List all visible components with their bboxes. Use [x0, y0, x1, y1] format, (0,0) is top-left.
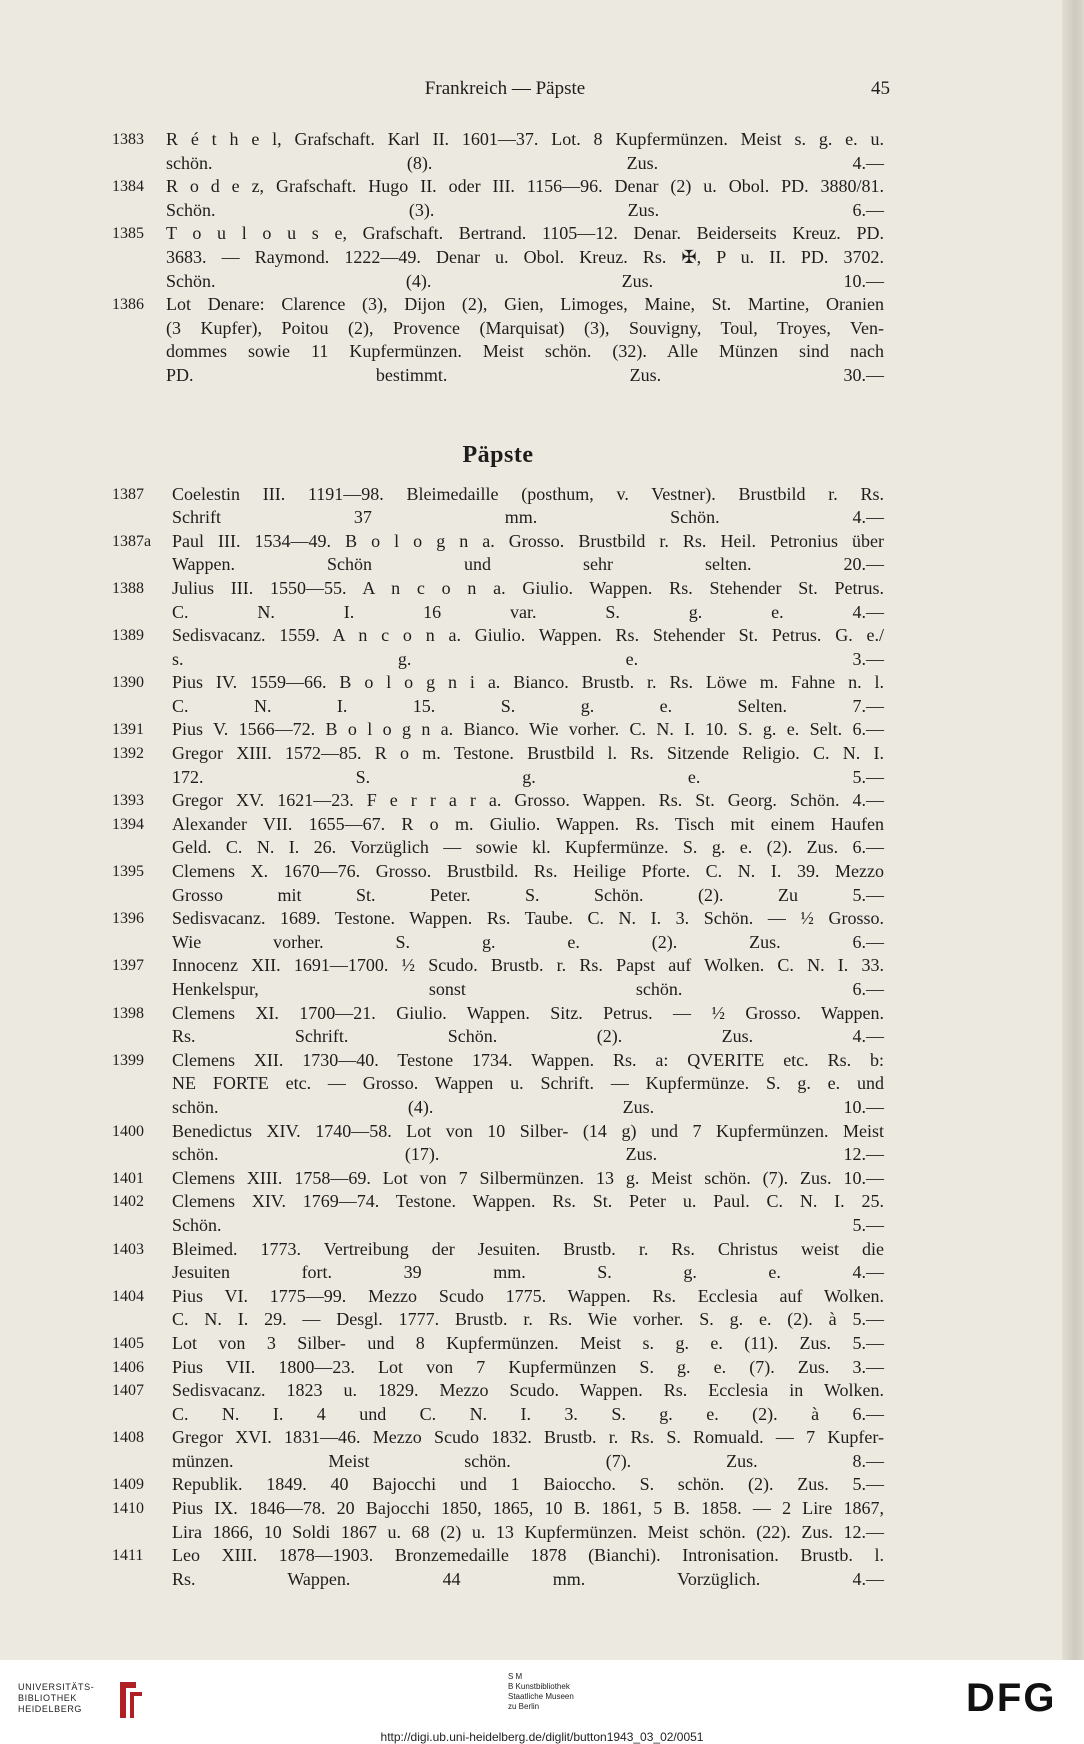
lot-description	[172, 1544, 884, 1591]
lot-text-line: münzen. Meist schön. (7). Zus. 8.—	[172, 1450, 884, 1471]
lot-text-line: Henkelspur, sonst schön. 6.—	[172, 979, 884, 999]
lot-description	[172, 1379, 884, 1426]
lot-entry	[112, 907, 884, 954]
lot-description	[172, 789, 884, 813]
lot-text-line: Republik. 1849. 40 Bajocchi und 1 Baioccho. S. schön. (2). Zus. 5.—	[172, 1474, 884, 1495]
lot-entry	[112, 813, 884, 860]
lot-text-line: Pius VI. 1775—99. Mezzo Scudo 1775. Wappen. Rs. Ecclesia auf Wolken.	[172, 1285, 884, 1306]
lot-description	[172, 1497, 884, 1544]
lot-description	[172, 1332, 884, 1356]
lot-description	[172, 1049, 884, 1120]
lot-entry	[112, 1190, 884, 1237]
lot-number: 1390	[112, 674, 144, 692]
lot-text-line: C. N. I. 15. S. g. e. Selten. 7.—	[172, 695, 884, 716]
lot-text-line: R o d e z, Grafschaft. Hugo II. oder III. 1156—96. Denar (2) u. Obol. PD. 3880/81.	[166, 176, 884, 197]
lot-entry	[112, 860, 884, 907]
lot-entry	[112, 1120, 884, 1167]
lot-entry	[112, 1426, 884, 1473]
lot-text-line: Clemens XII. 1730—40. Testone 1734. Wappen. Rs. a: QVERITE etc. Rs. b:	[172, 1049, 884, 1070]
dfg-logo[interactable]: DFG	[966, 1676, 1057, 1720]
lot-number: 1388	[112, 579, 144, 597]
lot-text-line: Clemens X. 1670—76. Grosso. Brustbild. Rs. Heilige Pforte. C. N. I. 39. Mezzo	[172, 861, 884, 882]
lot-text-line: Schön. (4). Zus. 10.—	[166, 270, 884, 291]
lot-entry	[112, 128, 884, 175]
lot-text-line: Bleimed. 1773. Vertreibung der Jesuiten. Brustb. r. Rs. Christus weist die	[172, 1238, 884, 1259]
smb-logo-line: Staatliche Museen	[508, 1692, 574, 1701]
lot-number: 1387a	[112, 532, 152, 550]
lot-text-line: Lot von 3 Silber- und 8 Kupfermünzen. Meist s. g. e. (11). Zus. 5.—	[172, 1332, 884, 1353]
lot-text-line: Grosso mit St. Peter. S. Schön. (2). Zu 5.—	[172, 884, 884, 905]
lot-text-line: s. g. e. 3.—	[172, 648, 884, 669]
lot-description	[172, 1167, 884, 1191]
lots-popes-section	[112, 483, 884, 1592]
lot-text-line: Rs. Wappen. 44 mm. Vorzüglich. 4.—	[172, 1568, 884, 1589]
lot-text-line: schön. (17). Zus. 12.—	[172, 1144, 884, 1165]
lot-description	[172, 907, 884, 954]
lot-description	[166, 128, 884, 175]
lots-france-section	[112, 128, 884, 388]
lot-text-line: Pius VII. 1800—23. Lot von 7 Kupfermünzen S. g. e. (7). Zus. 3.—	[172, 1356, 884, 1377]
lot-entry	[112, 671, 884, 718]
lot-number: 1396	[112, 910, 144, 928]
lot-number: 1395	[112, 863, 144, 881]
lot-description	[172, 860, 884, 907]
running-head	[120, 78, 890, 104]
lot-text-line: PD. bestimmt. Zus. 30.—	[166, 364, 884, 385]
lot-text-line: Schön. (3). Zus. 6.—	[166, 199, 884, 220]
lot-text-line: 3683. — Raymond. 1222—49. Denar u. Obol. Kreuz. Rs. ✠, P u. II. PD. 3702.	[166, 246, 884, 267]
lot-entry	[112, 175, 884, 222]
lot-description	[172, 1002, 884, 1049]
lot-number: 1410	[112, 1500, 144, 1518]
lot-entry	[112, 1332, 884, 1356]
lot-description	[172, 483, 884, 530]
lot-entry	[112, 577, 884, 624]
book-spine-shadow	[1062, 0, 1084, 1660]
lot-text-line: Julius III. 1550—55. A n c o n a. Giulio. Wappen. Rs. Stehender St. Petrus.	[172, 577, 884, 598]
lot-number: 1384	[112, 178, 144, 196]
lot-text-line: Gregor XV. 1621—23. F e r r a r a. Grosso. Wappen. Rs. St. Georg. Schön. 4.—	[172, 790, 884, 811]
lot-entry	[112, 789, 884, 813]
lot-text-line: Geld. C. N. I. 26. Vorzüglich — sowie kl. Kupfermünze. S. g. e. (2). Zus. 6.—	[172, 837, 884, 858]
lot-entry	[112, 624, 884, 671]
lot-description	[172, 1356, 884, 1380]
lot-text-line: schön. (8). Zus. 4.—	[166, 152, 884, 173]
lot-entry	[112, 1473, 884, 1497]
lot-number: 1392	[112, 745, 144, 763]
lot-entry	[112, 718, 884, 742]
lot-number: 1409	[112, 1476, 144, 1494]
lot-entry	[112, 742, 884, 789]
lot-description	[172, 624, 884, 671]
lot-number: 1403	[112, 1240, 144, 1258]
university-logo-line: BIBLIOTHEK	[18, 1693, 78, 1703]
lot-number: 1411	[112, 1547, 144, 1565]
university-logo-line: UNIVERSITÄTS-	[18, 1682, 95, 1692]
lot-description	[172, 1190, 884, 1237]
lot-number: 1397	[112, 957, 144, 975]
lot-text-line: Sedisvacanz. 1559. A n c o n a. Giulio. Wappen. Rs. Stehender St. Petrus. G. e./	[172, 625, 884, 646]
lot-number: 1401	[112, 1169, 144, 1187]
lot-text-line: Wappen. Schön und sehr selten. 20.—	[172, 554, 884, 575]
lot-text-line: Benedictus XIV. 1740—58. Lot von 10 Silber- (14 g) und 7 Kupfermünzen. Meist	[172, 1120, 884, 1141]
lot-entry	[112, 530, 884, 577]
lot-number: 1391	[112, 721, 144, 739]
lot-description	[172, 1120, 884, 1167]
lot-text-line: C. N. I. 16 var. S. g. e. 4.—	[172, 601, 884, 622]
lot-entry	[112, 1002, 884, 1049]
lot-number: 1407	[112, 1382, 144, 1400]
lot-description	[172, 1426, 884, 1473]
lot-text-line: dommes sowie 11 Kupfermünzen. Meist schön. (32). Alle Münzen sind nach	[166, 341, 884, 362]
lot-text-line: Lot Denare: Clarence (3), Dijon (2), Gien, Limoges, Maine, St. Martine, Oranien	[166, 294, 884, 315]
lot-listing	[112, 128, 884, 1591]
lot-text-line: schön. (4). Zus. 10.—	[172, 1096, 884, 1117]
lot-number: 1398	[112, 1004, 144, 1022]
lot-entry	[112, 222, 884, 293]
lot-entry	[112, 293, 884, 387]
running-head-title: Frankreich — Päpste	[424, 78, 586, 99]
lot-text-line: Clemens XIII. 1758—69. Lot von 7 Silbermünzen. 13 g. Meist schön. (7). Zus. 10.—	[172, 1167, 884, 1188]
lot-text-line: Pius V. 1566—72. B o l o g n a. Bianco. Wie vorher. C. N. I. 10. S. g. e. Selt. 6.—	[172, 719, 884, 740]
lot-description	[172, 813, 884, 860]
lot-text-line: Wie vorher. S. g. e. (2). Zus. 6.—	[172, 931, 884, 952]
lot-text-line: T o u l o u s e, Grafschaft. Bertrand. 1105—12. Denar. Beiderseits Kreuz. PD.	[166, 223, 884, 244]
lot-text-line: Pius IX. 1846—78. 20 Bajocchi 1850, 1865, 10 B. 1861, 5 B. 1858. — 2 Lire 1867,	[172, 1498, 884, 1519]
university-library-logo[interactable]	[18, 1678, 153, 1724]
lot-entry	[112, 954, 884, 1001]
lot-text-line: R é t h e l, Grafschaft. Karl II. 1601—37. Lot. 8 Kupfermünzen. Meist s. g. e. u.	[166, 129, 884, 149]
lot-text-line: Clemens XI. 1700—21. Giulio. Wappen. Sitz. Petrus. — ½ Grosso. Wappen.	[172, 1002, 884, 1023]
lot-text-line: Clemens XIV. 1769—74. Testone. Wappen. Rs. St. Peter u. Paul. C. N. I. 25.	[172, 1191, 884, 1212]
lot-text-line: Leo XIII. 1878—1903. Bronzemedaille 1878 (Bianchi). Intronisation. Brustb. l.	[172, 1545, 884, 1566]
page-number: 45	[871, 78, 890, 99]
lot-text-line: Lira 1866, 10 Soldi 1867 u. 68 (2) u. 13 Kupfermünzen. Meist schön. (22). Zus. 12.—	[172, 1521, 884, 1542]
lot-description	[172, 954, 884, 1001]
lot-number: 1386	[112, 296, 144, 314]
lot-entry	[112, 1497, 884, 1544]
lot-number: 1393	[112, 792, 144, 810]
lot-description	[172, 1473, 884, 1497]
lot-number: 1394	[112, 815, 144, 833]
lot-description	[172, 1285, 884, 1332]
lot-number: 1387	[112, 485, 144, 503]
lot-number: 1399	[112, 1051, 144, 1069]
lot-text-line: Pius IV. 1559—66. B o l o g n i a. Bianco. Brustb. r. Rs. Löwe m. Fahne n. l.	[172, 672, 884, 693]
lot-description	[172, 671, 884, 718]
lot-number: 1402	[112, 1193, 144, 1211]
lot-entry	[112, 1167, 884, 1191]
lot-text-line: Schrift 37 mm. Schön. 4.—	[172, 507, 884, 528]
lot-entry	[112, 1238, 884, 1285]
university-crest-icon	[116, 1678, 146, 1722]
lot-entry	[112, 1356, 884, 1380]
lot-number: 1405	[112, 1334, 144, 1352]
lot-text-line: NE FORTE etc. — Grosso. Wappen u. Schrift. — Kupfermünze. S. g. e. und	[172, 1073, 884, 1094]
lot-number: 1408	[112, 1429, 144, 1447]
lot-entry	[112, 483, 884, 530]
lot-text-line: Sedisvacanz. 1823 u. 1829. Mezzo Scudo. Wappen. Rs. Ecclesia in Wolken.	[172, 1380, 884, 1401]
lot-number: 1383	[112, 131, 144, 148]
lot-text-line: Jesuiten fort. 39 mm. S. g. e. 4.—	[172, 1262, 884, 1283]
lot-text-line: C. N. I. 4 und C. N. I. 3. S. g. e. (2). à 6.—	[172, 1403, 884, 1424]
smb-logo-line: S M	[508, 1672, 523, 1681]
lot-description	[166, 293, 884, 387]
lot-text-line: Innocenz XII. 1691—1700. ½ Scudo. Brustb. r. Rs. Papst auf Wolken. C. N. I. 33.	[172, 955, 884, 976]
lot-text-line: Gregor XVI. 1831—46. Mezzo Scudo 1832. Brustb. r. Rs. S. Romuald. — 7 Kupfer-	[172, 1427, 884, 1448]
lot-description	[166, 175, 884, 222]
digitization-footer	[0, 1660, 1084, 1744]
lot-number: 1400	[112, 1122, 144, 1140]
lot-text-line: Coelestin III. 1191—98. Bleimedaille (posthum, v. Vestner). Brustbild r. Rs.	[172, 483, 884, 504]
lot-text-line: (3 Kupfer), Poitou (2), Provence (Marquisat) (3), Souvigny, Toul, Troyes, Ven-	[166, 317, 884, 338]
lot-description	[172, 1238, 884, 1285]
lot-number: 1404	[112, 1287, 144, 1305]
university-logo-line: HEIDELBERG	[18, 1704, 83, 1714]
lot-text-line: Alexander VII. 1655—67. R o m. Giulio. Wappen. Rs. Tisch mit einem Haufen	[172, 813, 884, 834]
section-heading: Päpste	[462, 441, 534, 468]
lot-description	[172, 742, 884, 789]
lot-entry	[112, 1379, 884, 1426]
lot-text-line: C. N. I. 29. — Desgl. 1777. Brustb. r. Rs. Wie vorher. S. g. e. (2). à 5.—	[172, 1309, 884, 1330]
lot-entry	[112, 1285, 884, 1332]
lot-text-line: Rs. Schrift. Schön. (2). Zus. 4.—	[172, 1026, 884, 1047]
lot-number: 1385	[112, 225, 144, 243]
lot-number: 1406	[112, 1358, 144, 1376]
smb-logo-line: zu Berlin	[508, 1702, 540, 1711]
lot-entry	[112, 1544, 884, 1591]
smb-kunstbibliothek-logo[interactable]	[508, 1672, 608, 1712]
lot-entry	[112, 1049, 884, 1120]
lot-description	[172, 530, 884, 577]
smb-logo-line: B Kunstbibliothek	[508, 1682, 570, 1691]
lot-text-line: Paul III. 1534—49. B o l o g n a. Grosso. Brustbild r. Rs. Heil. Petronius über	[172, 530, 884, 551]
lot-text-line: 172. S. g. e. 5.—	[172, 766, 884, 787]
lot-text-line: Gregor XIII. 1572—85. R o m. Testone. Brustbild l. Rs. Sitzende Religio. C. N. I.	[172, 743, 884, 764]
lot-text-line: Sedisvacanz. 1689. Testone. Wappen. Rs. Taube. C. N. I. 3. Schön. — ½ Grosso.	[172, 908, 884, 929]
lot-text-line: Schön. 5.—	[172, 1214, 884, 1235]
source-url-link[interactable]: http://digi.ub.uni-heidelberg.de/diglit/button1943_03_02/0051	[380, 1730, 704, 1744]
lot-description	[166, 222, 884, 293]
lot-description	[172, 718, 884, 742]
lot-description	[172, 577, 884, 624]
lot-number: 1389	[112, 627, 144, 645]
